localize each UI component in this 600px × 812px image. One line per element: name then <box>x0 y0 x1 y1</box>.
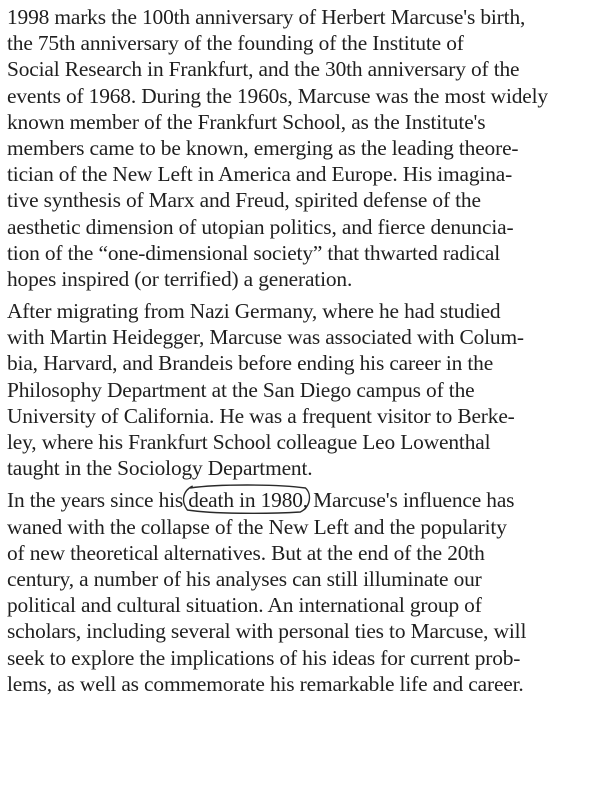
text-line: political and cultural situation. An international group of <box>7 593 482 618</box>
text-line: known member of the Frankfurt School, as the Institute's <box>7 109 486 134</box>
text-line: aesthetic dimension of utopian politics, and fierce denuncia- <box>7 214 514 239</box>
text-line: tive synthesis of Marx and Freud, spirited defense of the <box>7 188 481 213</box>
document-page <box>7 4 597 703</box>
text-line: with Martin Heidegger, Marcuse was associated with Colum- <box>7 325 524 350</box>
text-line: of new theoretical alternatives. But at the end of the 20th <box>7 540 485 565</box>
paragraph-2 <box>7 298 597 481</box>
text-segment: Marcuse's influence has <box>307 488 515 513</box>
paragraph-3 <box>7 487 597 697</box>
circled-text: death in 1980, <box>188 488 308 513</box>
text-line: the 75th anniversary of the founding of the Institute of <box>7 31 464 56</box>
text-line-with-annotation <box>7 487 597 513</box>
text-segment: In the years since his <box>7 488 189 513</box>
text-line: lems, as well as commemorate his remarkable life and career. <box>7 671 524 696</box>
text-line: bia, Harvard, and Brandeis before ending his career in the <box>7 351 494 376</box>
text-line: After migrating from Nazi Germany, where he had studied <box>7 299 501 324</box>
hand-circled-phrase <box>188 487 308 513</box>
text-line: tion of the “one-dimensional society” that thwarted radical <box>7 240 501 265</box>
text-line: hopes inspired (or terrified) a generation. <box>7 266 353 291</box>
text-line: members came to be known, emerging as the leading theore- <box>7 135 519 160</box>
text-line: waned with the collapse of the New Left and the popularity <box>7 514 507 539</box>
text-line: 1998 marks the 100th anniversary of Herbert Marcuse's birth, <box>7 5 526 29</box>
text-line: seek to explore the implications of his ideas for current prob- <box>7 645 521 670</box>
text-line: University of California. He was a frequent visitor to Berke- <box>7 403 515 428</box>
text-line: century, a number of his analyses can still illuminate our <box>7 566 482 591</box>
paragraph-1 <box>7 4 597 292</box>
text-line: scholars, including several with personal ties to Marcuse, will <box>7 619 527 644</box>
text-line: events of 1968. During the 1960s, Marcuse was the most widely <box>7 83 548 108</box>
text-line: Philosophy Department at the San Diego campus of the <box>7 377 475 402</box>
text-line: ley, where his Frankfurt School colleague Leo Lowenthal <box>7 430 491 454</box>
text-line: taught in the Sociology Department. <box>7 456 313 481</box>
text-line: Social Research in Frankfurt, and the 30th anniversary of the <box>7 57 520 82</box>
text-line: tician of the New Left in America and Europe. His imagina- <box>7 162 513 187</box>
